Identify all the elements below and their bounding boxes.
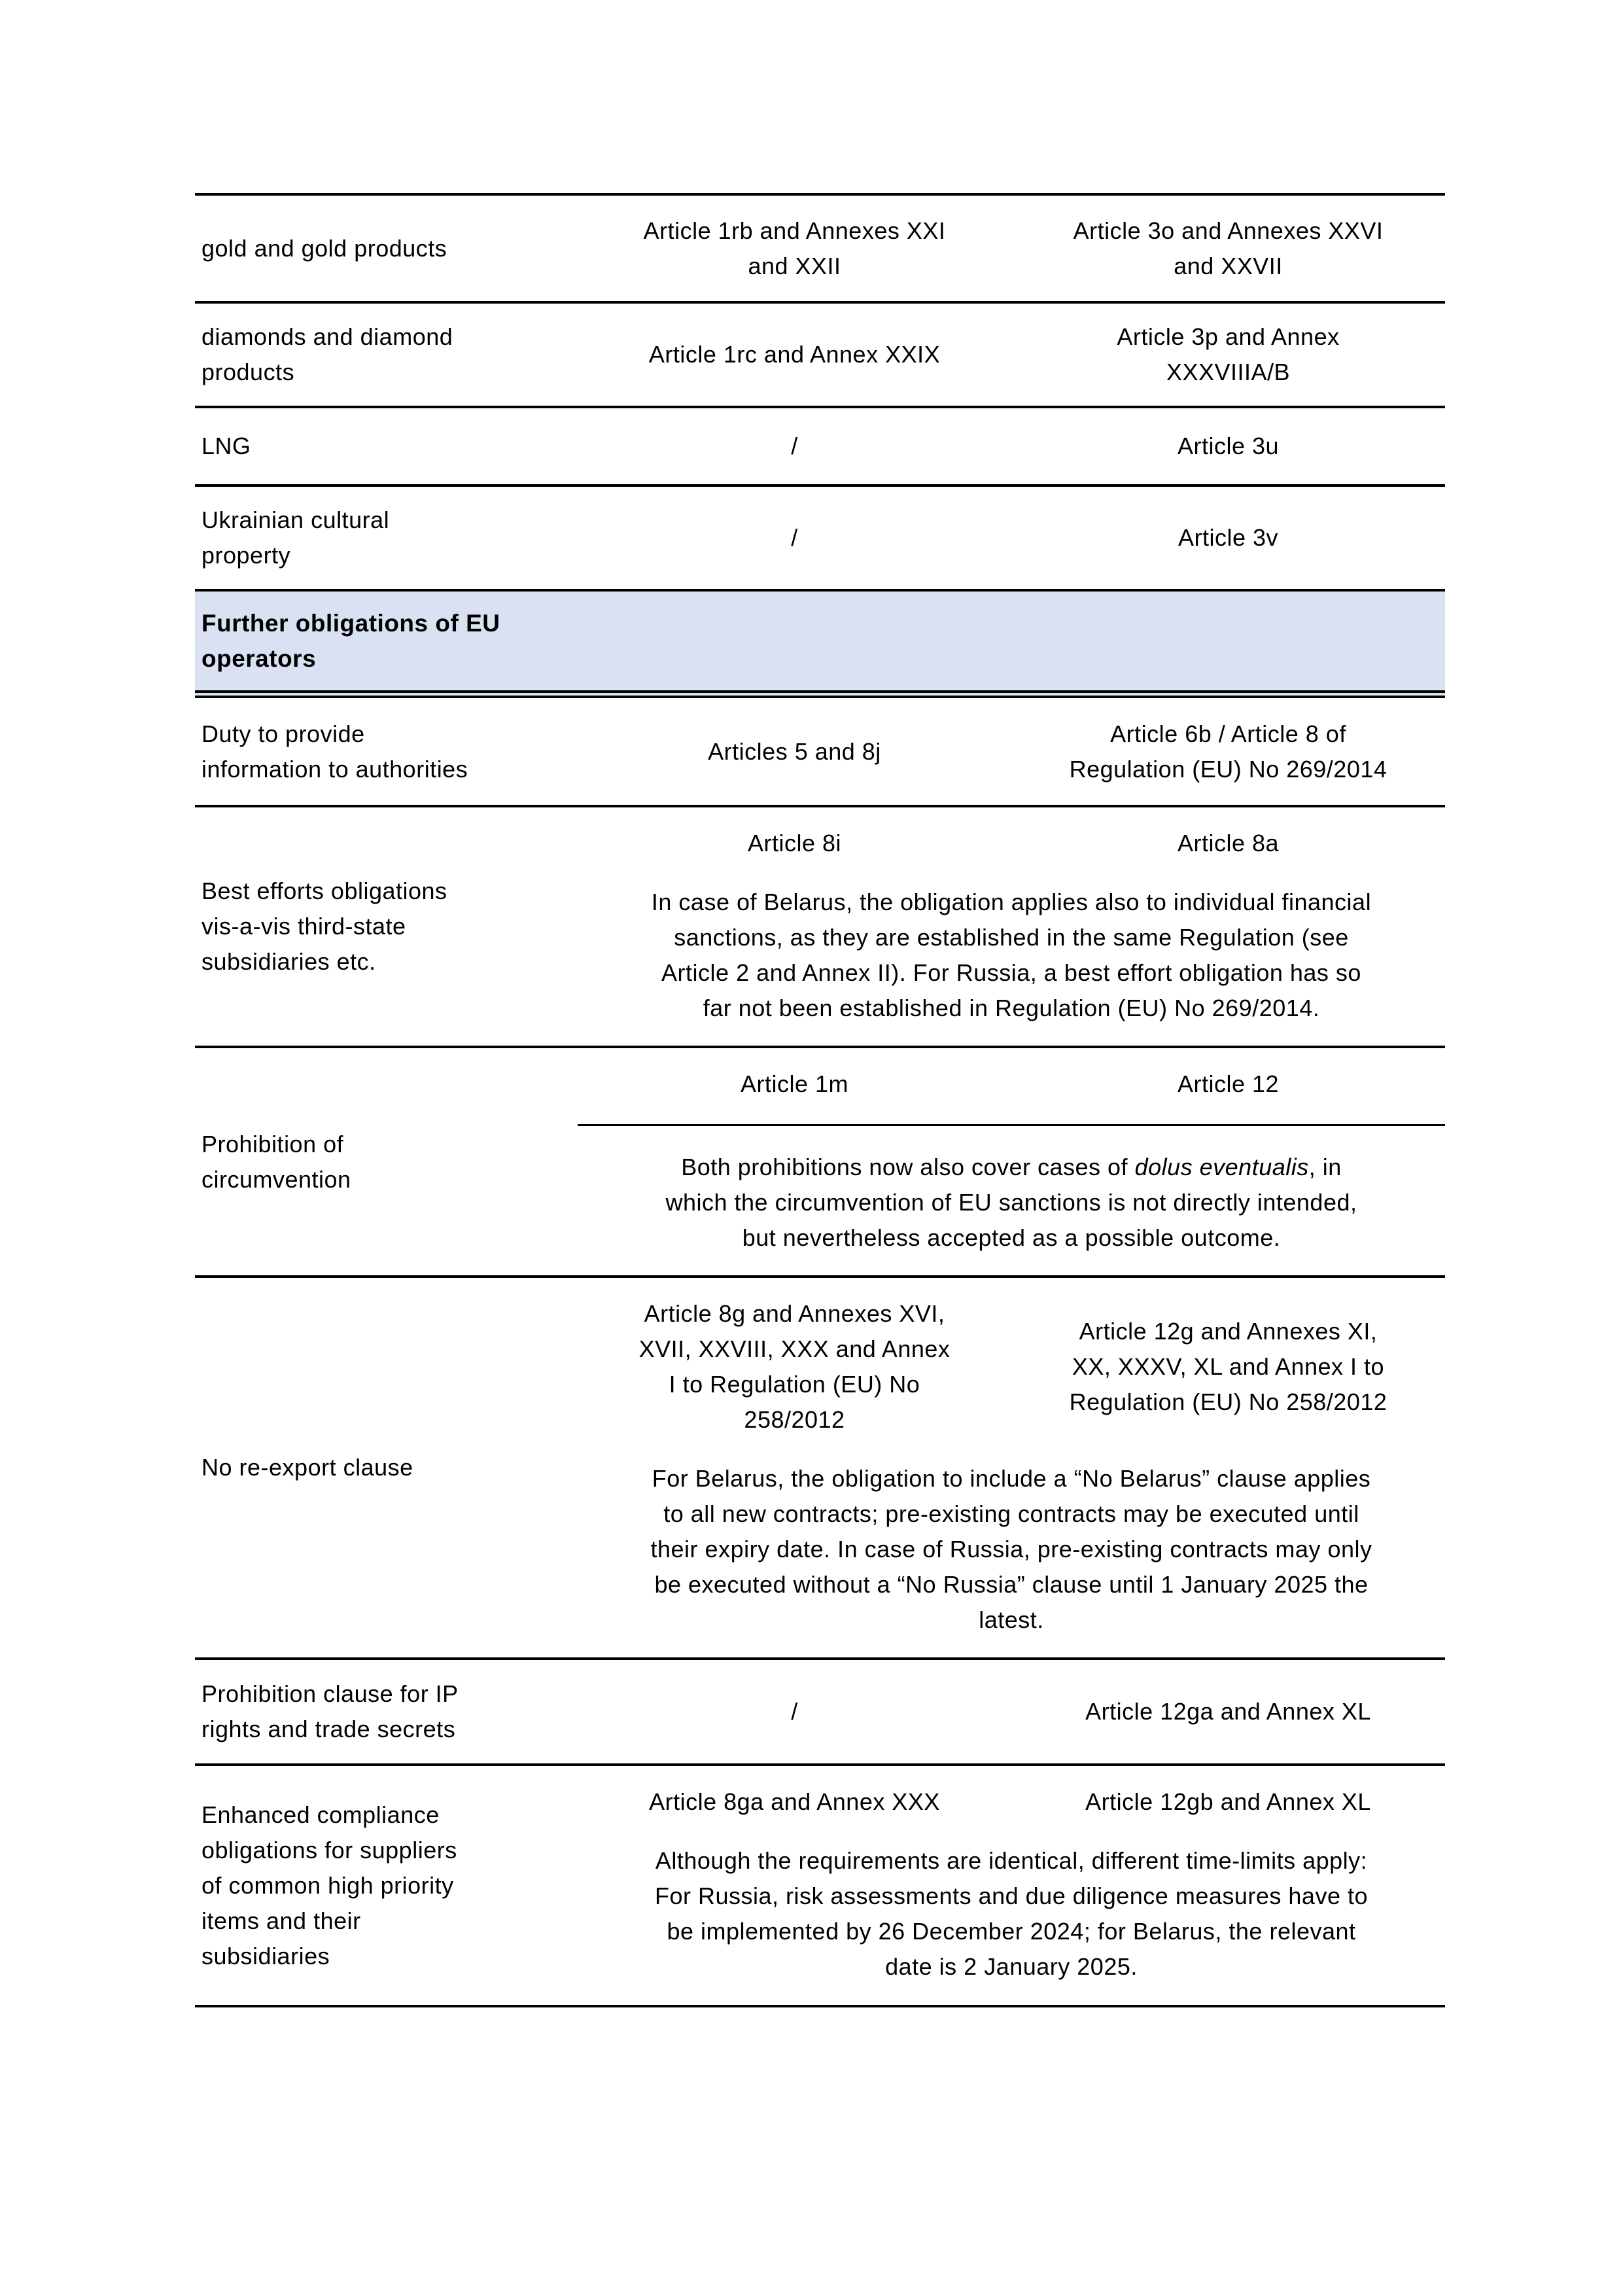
table-row-ukrainian-cultural-property: [195, 487, 1445, 592]
table-row-lng: [195, 408, 1445, 487]
belarus-article-cell: Article 1rc and Annex XXIX: [648, 341, 941, 368]
row-label: diamonds and diamond products: [201, 323, 453, 385]
russia-article-cell: Article 8a: [1177, 830, 1280, 857]
belarus-article-cell: Article 1rb and Annexes XXI and XXII: [643, 217, 946, 279]
belarus-article-cell: /: [791, 433, 798, 459]
table-row-enhanced-compliance-obligations: [195, 1766, 1445, 2007]
row-right-section: [578, 1048, 1445, 1275]
russia-article-cell: Article 12gb and Annex XL: [1085, 1788, 1371, 1815]
belarus-article-cell: Article 8i: [747, 830, 842, 857]
row-label: gold and gold products: [201, 234, 447, 262]
table-row-best-efforts-obligations: [195, 807, 1445, 1048]
belarus-article-cell: /: [791, 524, 798, 551]
russia-article-cell: Article 3o and Annexes XXVI and XXVII: [1073, 217, 1384, 279]
belarus-article-cell: Article 8ga and Annex XXX: [649, 1788, 940, 1815]
row-note: Although the requirements are identical, different time-limits apply: For Russia, risk assessments and due diligence measures have to be implemented by 26 December 2024; for Belarus, the relevant date is 2 January 2025.: [654, 1847, 1368, 1980]
row-label: Ukrainian cultural property: [201, 506, 390, 569]
russia-article-cell: Article 6b / Article 8 of Regulation (EU) No 269/2014: [1069, 720, 1387, 783]
row-right-section: [578, 1766, 1445, 2005]
row-label: Prohibition of circumvention: [201, 1130, 351, 1193]
row-note: Both prohibitions now also cover cases of dolus eventualis, in which the circumvention of EU sanctions is not directly intended, but nevertheless accepted as a possible outcome.: [665, 1154, 1357, 1251]
row-note: In case of Belarus, the obligation applies also to individual financial sanctions, as they are established in the same Regulation (see Article 2 and Annex II). For Russia, a best effort obligation has so far not been established in Regulation (EU) No 269/2014.: [651, 889, 1372, 1021]
row-right-section: [578, 1278, 1445, 1657]
row-note: For Belarus, the obligation to include a “No Belarus” clause applies to all new contracts; pre-existing contracts may be executed until their expiry date. In case of Russia, pre-existing contracts may only be executed without a “No Russia” clause until 1 January 2025 the latest.: [650, 1465, 1372, 1633]
row-label: No re-export clause: [201, 1454, 413, 1481]
row-label: Prohibition clause for IP rights and trade secrets: [201, 1680, 459, 1742]
russia-article-cell: Article 12g and Annexes XI, XX, XXXV, XL and Annex I to Regulation (EU) No 258/2012: [1069, 1318, 1387, 1415]
russia-article-cell: Article 3v: [1178, 524, 1279, 551]
table-row-prohibition-of-circumvention: [195, 1048, 1445, 1278]
table-row-no-re-export-clause: [195, 1278, 1445, 1660]
section-header-title: Further obligations of EU operators: [201, 609, 500, 672]
belarus-article-cell: Article 8g and Annexes XVI, XVII, XXVIII, XXX and Annex I to Regulation (EU) No 258/2012: [638, 1300, 951, 1433]
table-row-ip-rights-clause: [195, 1660, 1445, 1766]
belarus-article-cell: Articles 5 and 8j: [708, 737, 881, 765]
table-row-diamonds: [195, 304, 1445, 408]
row-label: Best efforts obligations vis-a-vis third-state subsidiaries etc.: [201, 877, 447, 975]
russia-article-cell: Article 3u: [1177, 433, 1280, 459]
row-right-section: [578, 807, 1445, 1046]
inner-rule: [578, 1124, 1445, 1126]
russia-article-cell: Article 12: [1177, 1070, 1280, 1097]
section-header-row: [195, 592, 1445, 698]
table-row-gold: [195, 196, 1445, 304]
sanctions-comparison-table: [195, 193, 1445, 2007]
table-row-duty-to-provide-information: [195, 698, 1445, 807]
russia-article-cell: Article 12ga and Annex XL: [1085, 1698, 1371, 1725]
belarus-article-cell: /: [791, 1698, 798, 1725]
row-label: Duty to provide information to authorities: [201, 720, 468, 783]
russia-article-cell: Article 3p and Annex XXXVIIIA/B: [1117, 323, 1340, 385]
belarus-article-cell: Article 1m: [740, 1070, 849, 1097]
row-label: LNG: [201, 433, 251, 459]
row-label: Enhanced compliance obligations for suppliers of common high priority items and their subsidiaries: [201, 1801, 457, 1969]
